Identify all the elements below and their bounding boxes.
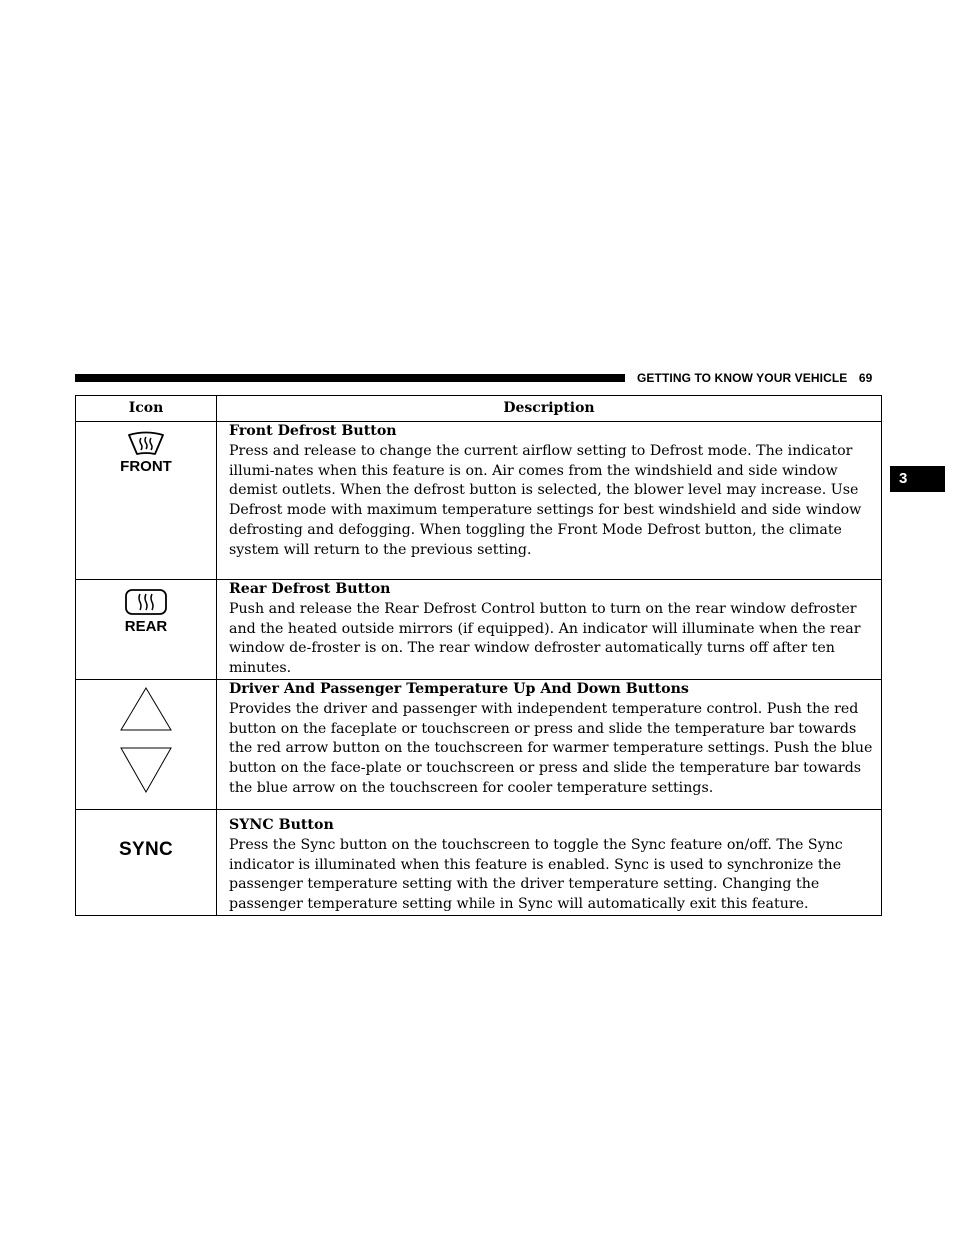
rear-defrost-icon	[124, 588, 168, 616]
table-header-row	[76, 396, 882, 422]
description-cell	[217, 809, 882, 915]
row-body: Provides the driver and passenger with independent temperature control. Push the red button on the faceplate or touchscreen or press and slide the temperature bar towards the red arrow button on the touchscreen for warmer temperature settings. Push the blue button on the face-plate or touchscreen or press and slide the temperature bar towards the blue arrow on the touchscreen for cooler temperature settings.	[229, 700, 873, 796]
front-defrost-icon	[126, 431, 166, 457]
chapter-tab: 3	[890, 466, 945, 492]
description-cell	[217, 580, 882, 680]
page-number: 69	[858, 371, 873, 385]
header-description: Description	[217, 396, 882, 422]
climate-controls-table	[75, 395, 882, 916]
table-row	[76, 422, 882, 580]
row-body: Push and release the Rear Defrost Control button to turn on the rear window defroster and the heated outside mirrors (if equipped). An indicator will illuminate when the rear window de-froster is on. The rear window defroster automatically turns off after ten minutes.	[229, 600, 861, 677]
row-title: SYNC Button	[229, 816, 334, 833]
table-row	[76, 580, 882, 680]
icon-cell	[76, 809, 217, 915]
temperature-up-arrow-icon	[118, 686, 174, 732]
sync-icon: SYNC	[119, 838, 173, 860]
row-title: Rear Defrost Button	[229, 581, 391, 597]
icon-cell	[76, 580, 217, 680]
icon-cell	[76, 679, 217, 809]
rear-icon-label: REAR	[124, 618, 168, 635]
temperature-down-arrow-icon	[118, 746, 174, 794]
row-title: Front Defrost Button	[229, 423, 397, 439]
header-rule	[75, 374, 625, 382]
table-row	[76, 679, 882, 809]
header-icon: Icon	[76, 396, 217, 422]
front-icon-label: FRONT	[120, 458, 172, 475]
row-body: Press the Sync button on the touchscreen to toggle the Sync feature on/off. The Sync indicator is illuminated when this feature is enabled. Sync is used to synchronize the passenger temperature setting with the driver temperature setting. Changing the passenger temperature setting while in Sync will automatically exit this feature.	[229, 836, 843, 913]
description-cell	[217, 422, 882, 580]
row-title: Driver And Passenger Temperature Up And Down Buttons	[229, 680, 689, 697]
icon-cell	[76, 422, 217, 580]
description-cell	[217, 679, 882, 809]
row-body: Press and release to change the current airflow setting to Defrost mode. The indicator illumi-nates when this feature is on. Air comes from the windshield and side window demist outlets. When the defrost button is selected, the blower level may increase. Use Defrost mode with maximum temperature settings for best windshield and side window defrosting and defogging. When toggling the Front Mode Defrost button, the climate system will return to the previous setting.	[229, 442, 862, 558]
table-row	[76, 809, 882, 915]
running-head-section: GETTING TO KNOW YOUR VEHICLE	[637, 371, 848, 385]
running-head	[637, 370, 872, 386]
